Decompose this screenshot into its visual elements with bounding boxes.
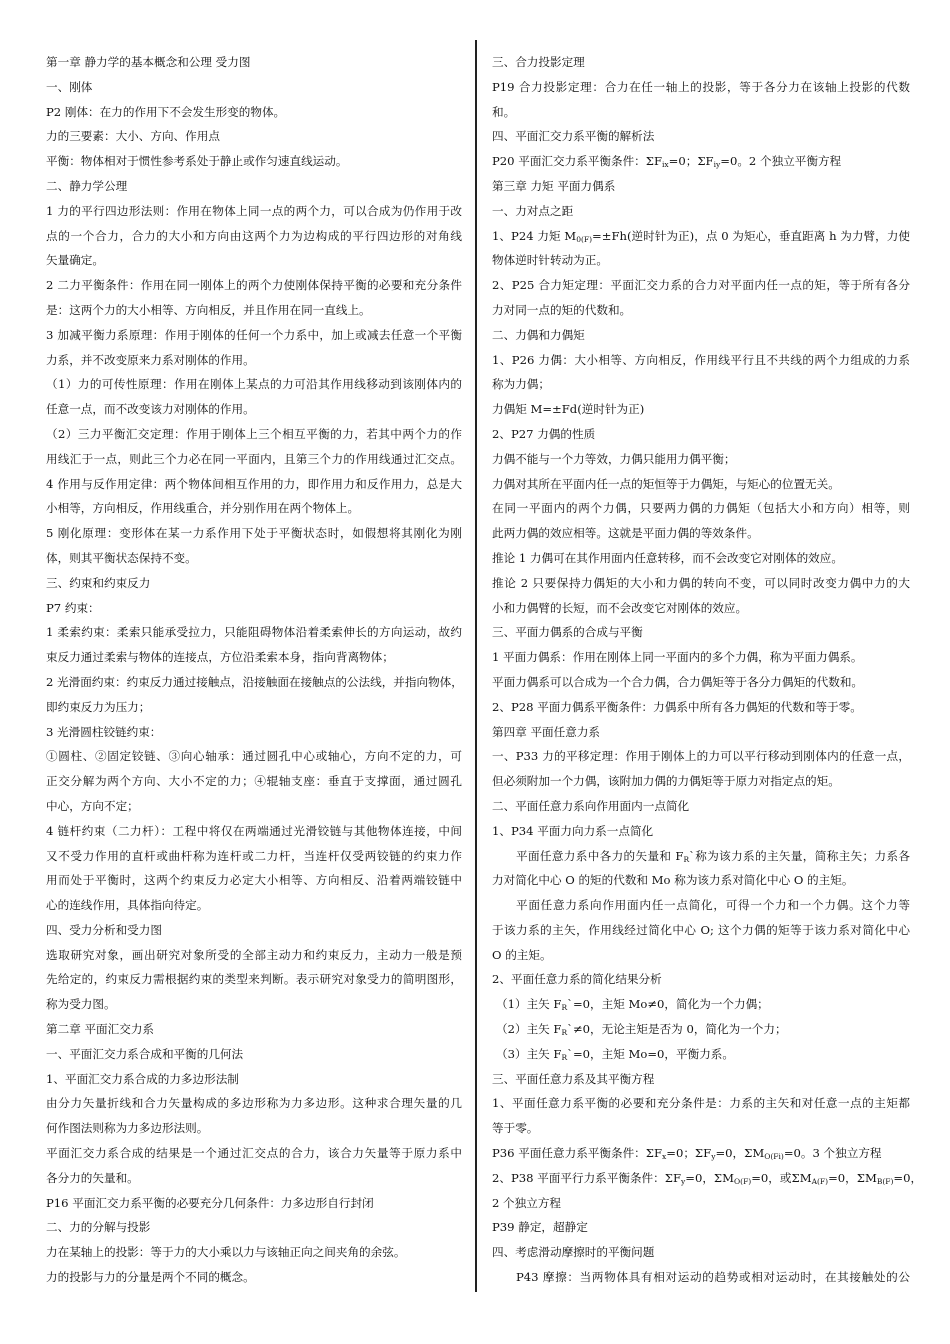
text-line: 三、平面力偶系的合成与平衡 — [492, 625, 643, 640]
text-line: 第四章 平面任意力系 — [492, 724, 601, 739]
text-line: 和。 — [492, 104, 516, 119]
text-line: 力偶对其所在平面内任一点的矩恒等于力偶矩，与矩心的位置无关。 — [492, 476, 840, 491]
text-line: 此两力偶的效应相等。这就是平面力偶的等效条件。 — [492, 526, 759, 541]
text-line: 称为力偶； — [492, 377, 550, 392]
text-line: 3 光滑圆柱铰链约束： — [46, 724, 162, 739]
text-line: 一、刚体 — [46, 79, 93, 94]
text-line: 第一章 静力学的基本概念和公理 受力图 — [46, 55, 251, 69]
text-line: 推论 2 只要保持力偶矩的大小和力偶的转向不变，可以同时改变力偶中力的大 — [492, 575, 910, 590]
text-line: 平面力偶系可以合成为一个合力偶，合力偶矩等于各分力偶矩的代数和。 — [492, 674, 864, 689]
text-line: 力对简化中心 O 的矩的代数和 Mo 称为该力系对简化中心 O 的主矩。 — [492, 873, 854, 888]
text-line: 一、力对点之距 — [492, 203, 574, 218]
text-line: 2、平面任意力系的简化结果分析 — [492, 972, 662, 987]
text-line: 又不受力作用的直杆或曲杆称为连杆或二力杆，当连杆仅受两铰链的约束力作 — [46, 848, 462, 863]
text-line: 等于零。 — [492, 1121, 539, 1136]
text-line: 1、P26 力偶：大小相等、方向相反，作用线平行且不共线的两个力组成的力系 — [492, 352, 910, 367]
text-line: 1 柔索约束：柔索只能承受拉力，只能阻碍物体沿着柔索伸长的方向运动，故约 — [46, 625, 462, 640]
text-line: 第二章 平面汇交力系 — [46, 1022, 155, 1037]
text-line: 二、力偶和力偶矩 — [492, 327, 585, 342]
text-line: 任意一点，而不改变该力对刚体的作用。 — [46, 402, 255, 417]
text-line: 称为受力图。 — [46, 997, 116, 1012]
text-line: 二、力的分解与投影 — [46, 1220, 151, 1235]
text-line: 推论 1 力偶可在其作用面内任意转移，而不会改变它对刚体的效应。 — [492, 550, 843, 565]
text-line: 第三章 力矩 平面力偶系 — [492, 178, 616, 193]
text-line: 1、平面汇交力系合成的力多边形法制 — [46, 1071, 239, 1086]
text-line: （1）力的可传性原理：作用在刚体上某点的力可沿其作用线移动到该刚体内的 — [46, 377, 462, 392]
text-line: 2、P25 合力矩定理：平面汇交力系的合力对平面内任一点的矩，等于所有各分 — [492, 278, 910, 293]
text-line: 1 平面力偶系：作用在刚体上同一平面内的多个力偶，称为平面力偶系。 — [492, 650, 863, 665]
text-line: 用而处于平衡时，这两个约束反力必定大小相等、方向相反、沿着两端铰链中 — [46, 873, 462, 888]
text-line: （3）主矢 $F_R`=0$，主矩 Mo=0，平衡力系。 — [496, 1046, 734, 1062]
text-line: 小和力偶臂的长短，而不会改变它对刚体的效应。 — [492, 600, 748, 615]
text-line: （2）主矢 $F_R`\ne 0$，无论主矩是否为 0，简化为一个力； — [496, 1022, 787, 1038]
text-line: 1、平面任意力系平衡的必要和充分条件是：力系的主矢和对任意一点的主矩都 — [492, 1096, 910, 1111]
text-line: （1）主矢 $F_R`=0$，主矩 Mo≠0，简化为一个力偶； — [496, 997, 769, 1013]
text-line: 力对同一点的矩的代数和。 — [492, 302, 632, 317]
text-line: 于该力系的主矢，作用线经过简化中心 O; 这个力偶的矩等于该力系对简化中心 — [492, 922, 910, 937]
text-line: 矢量确定。 — [46, 253, 104, 268]
text-line: 一、P33 力的平移定理：作用于刚体上的力可以平行移动到刚体内的任意一点， — [492, 749, 910, 764]
text-line: 即约束反力为压力； — [46, 699, 151, 714]
text-line: 二、静力学公理 — [46, 178, 128, 193]
text-line: 平面任意力系中各力的矢量和 $F_R`$称为该力系的主矢量，简称主矢；力系各 — [516, 848, 910, 864]
text-line: 各分力的矢量和。 — [46, 1170, 139, 1185]
text-line: 2 二力平衡条件：作用在同一刚体上的两个力使刚体保持平衡的必要和充分条件 — [46, 278, 462, 293]
text-line: 力的投影与力的分量是两个不同的概念。 — [46, 1270, 255, 1285]
text-line: 力偶矩 M=±Fd(逆时针为正) — [492, 402, 645, 417]
text-line: 一、平面汇交力系合成和平衡的几何法 — [46, 1046, 244, 1061]
text-line: P20 平面汇交力系平衡条件：$\Sigma F_{ix}=0$；$\Sigma F_{iy}=0$。2 个独立平衡方程 — [492, 154, 842, 170]
text-line: 三、平面任意力系及其平衡方程 — [492, 1071, 655, 1086]
text-line: （2）三力平衡汇交定理：作用于刚体上三个相互平衡的力，若其中两个力的作 — [46, 426, 462, 441]
text-line: 力在某轴上的投影：等于力的大小乘以力与该轴正向之间夹角的余弦。 — [46, 1245, 406, 1260]
text-line: 2、P28 平面力偶系平衡条件：力偶系中所有各力偶矩的代数和等于零。 — [492, 699, 862, 714]
text-line: P16 平面汇交力系平衡的必要充分几何条件：力多边形自行封闭 — [46, 1195, 374, 1210]
text-line: P36 平面任意力系平衡条件：$\Sigma F_x=0$；$\Sigma F_y=0$，$\Sigma M_{O(Fi)}=0$。3 个独立方程 — [492, 1146, 882, 1162]
text-line: 何作图法则称为力多边形法则。 — [46, 1121, 209, 1136]
text-line: 3 加减平衡力系原理：作用于刚体的任何一个力系中，加上或减去任意一个平衡 — [46, 327, 462, 342]
text-line: ①圆柱、②固定铰链、③向心轴承：通过圆孔中心或轴心，方向不定的力，可 — [46, 749, 462, 764]
text-line: 正交分解为两个方向、大小不定的力；④辊轴支座：垂直于支撑面，通过圆孔 — [46, 774, 462, 789]
text-line: P7 约束： — [46, 600, 100, 615]
text-line: 1、P24 力矩 $M_{0(F)}=\pm Fh$(逆时针为正)，点 0 为矩心，垂直距离 h 为力臂，力使 — [492, 228, 911, 244]
text-line: 体，则其平衡状态保持不变。 — [46, 550, 197, 565]
text-line: P43 摩擦：当两物体具有相对运动的趋势或相对运动时，在其接触处的公 — [516, 1270, 910, 1285]
text-line: 在同一平面内的两个力偶，只要两力偶的力偶矩（包括大小和方向）相等，则 — [492, 501, 910, 516]
text-line: 三、合力投影定理 — [492, 55, 585, 69]
text-line: 束反力通过柔索与物体的连接点，方位沿柔索本身，指向背离物体； — [46, 650, 394, 665]
text-line: 5 刚化原理：变形体在某一力系作用下处于平衡状态时，如假想将其刚化为刚 — [46, 526, 462, 541]
text-line: O 的主矩。 — [492, 947, 552, 962]
text-line: 2、P38 平面平行力系平衡条件：$\Sigma F_y=0$，$\Sigma M_{O(F)}=0$，或$\Sigma M_{A(F)}=0$，$\Sigma M_{B(F)}=0$， — [492, 1170, 923, 1186]
column-divider — [475, 40, 477, 1292]
text-line: 2 个独立方程 — [492, 1195, 562, 1210]
text-line: 三、约束和约束反力 — [46, 575, 151, 590]
text-line: 平面汇交力系合成的结果是一个通过汇交点的合力，该合力矢量等于原力系中 — [46, 1146, 462, 1161]
right-column — [492, 50, 923, 1290]
text-line: 1 力的平行四边形法则：作用在物体上同一点的两个力，可以合成为仍作用于改 — [46, 203, 462, 218]
text-line: 四、考虑滑动摩擦时的平衡问题 — [492, 1245, 655, 1260]
text-line: P2 刚体：在力的作用下不会发生形变的物体。 — [46, 104, 286, 119]
text-line: 由分力矢量折线和合力矢量构成的多边形称为力多边形。这种求合理矢量的几 — [46, 1096, 462, 1111]
text-line: P19 合力投影定理：合力在任一轴上的投影，等于各分力在该轴上投影的代数 — [492, 79, 910, 94]
left-column — [46, 50, 462, 1290]
text-line: 1、P34 平面力向力系一点简化 — [492, 823, 654, 838]
text-line: 先给定的，约束反力需根据约束的类型来判断。表示研究对象受力的简明图形， — [46, 972, 462, 987]
text-line: 心的连线作用，具体指向待定。 — [46, 898, 209, 913]
text-line: 4 作用与反作用定律：两个物体间相互作用的力，即作用力和反作用力，总是大 — [46, 476, 462, 491]
text-line: 力系，并不改变原来力系对刚体的作用。 — [46, 352, 255, 367]
text-line: 四、平面汇交力系平衡的解析法 — [492, 129, 655, 144]
text-line: 四、受力分析和受力图 — [46, 922, 162, 937]
text-line: 中心，方向不定； — [46, 798, 139, 813]
text-line: 点的一个合力，合力的大小和方向由这两个力为边构成的平行四边形的对角线 — [46, 228, 462, 243]
text-line: 平衡：物体相对于惯性参考系处于静止或作匀速直线运动。 — [46, 154, 348, 169]
text-line: 用线汇于一点，则此三个力必在同一平面内，且第三个力的作用线通过汇交点。 — [46, 451, 462, 466]
text-line: 2 光滑面约束：约束反力通过接触点，沿接触面在接触点的公法线，并指向物体， — [46, 674, 463, 689]
text-line: 小相等，方向相反，作用线重合，并分别作用在两个物体上。 — [46, 501, 360, 516]
text-line: 2、P27 力偶的性质 — [492, 426, 596, 441]
text-line: 是：这两个力的大小相等、方向相反，并且作用在同一直线上。 — [46, 302, 371, 317]
text-line: 但必须附加一个力偶，该附加力偶的力偶矩等于原力对指定点的矩。 — [492, 774, 840, 789]
text-line: 平面任意力系向作用面内任一点简化，可得一个力和一个力偶。这个力等 — [516, 898, 910, 913]
text-line: 选取研究对象，画出研究对象所受的全部主动力和约束反力，主动力一般是预 — [46, 947, 462, 962]
text-line: 4 链杆约束（二力杆）：工程中将仅在两端通过光滑铰链与其他物体连接，中间 — [46, 823, 462, 838]
text-line: 物体逆时针转动为正。 — [492, 253, 608, 268]
text-line: 力的三要素：大小、方向、作用点 — [46, 129, 220, 144]
text-line: P39 静定，超静定 — [492, 1220, 588, 1235]
text-line: 力偶不能与一个力等效，力偶只能用力偶平衡； — [492, 451, 736, 466]
text-line: 二、平面任意力系向作用面内一点简化 — [492, 798, 690, 813]
